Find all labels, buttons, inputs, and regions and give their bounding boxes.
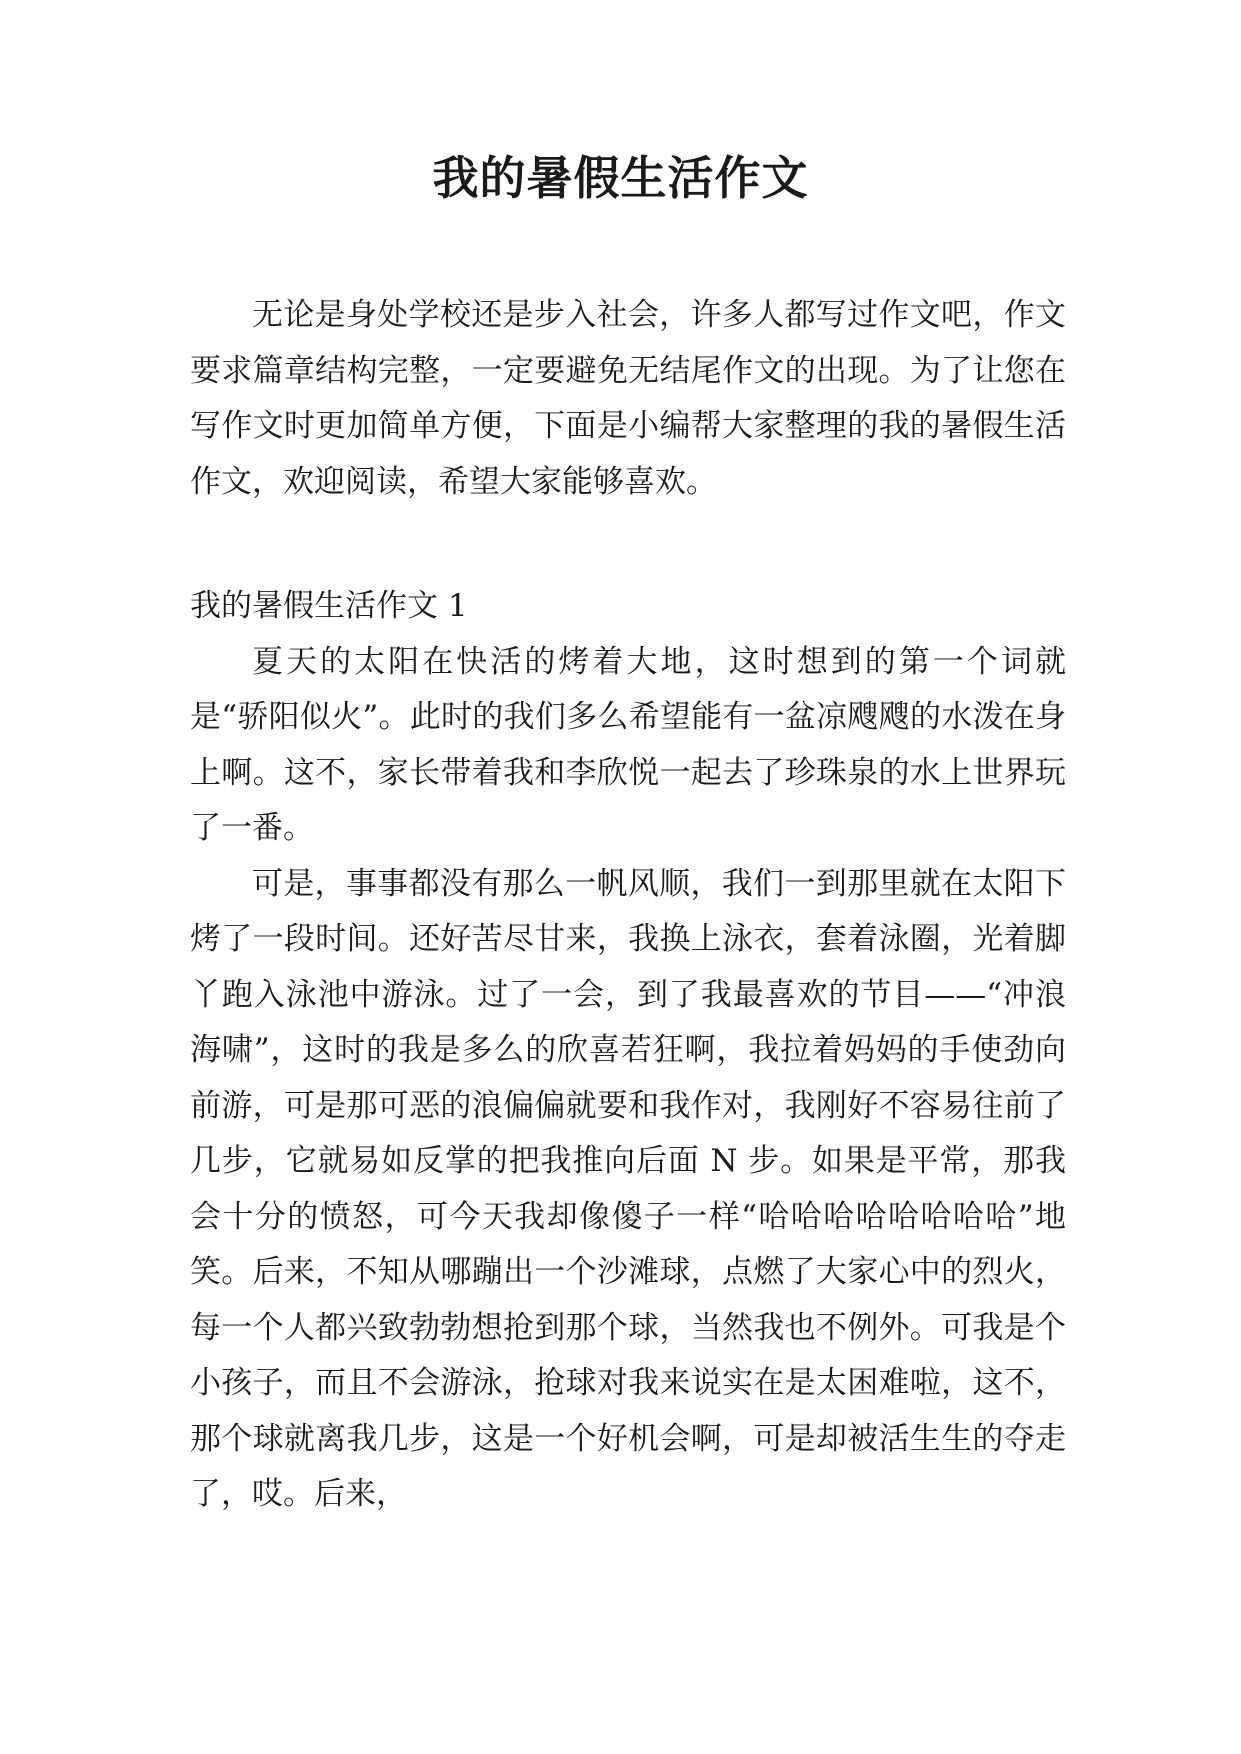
document-title: 我的暑假生活作文: [432, 151, 809, 205]
essay-paragraph: 夏天的太阳在快活的烤着大地，这时想到的第一个词就是“骄阳似火”。此时的我们多么希望能有一盆凉飕飕的水泼在身上啊。这不，家长带着我和李欣悦一起去了珍珠泉的水上世界玩了一番。: [190, 643, 1066, 846]
intro-paragraph: 无论是身处学校还是步入社会，许多人都写过作文吧，作文要求篇章结构完整，一定要避免无结尾作文的出现。为了让您在写作文时更加简单方便，下面是小编帮大家整理的我的暑假生活作文，欢迎阅读，希望大家能够喜欢。: [190, 297, 1066, 500]
essay-section: [190, 579, 1066, 1523]
essay-paragraph: 可是，事事都没有那么一帆风顺，我们一到那里就在太阳下烤了一段时间。还好苦尽甘来，我换上泳衣，套着泳圈，光着脚丫跑入泳池中游泳。过了一会，到了我最喜欢的节目——“冲浪海啸”，这时的我是多么的欣喜若狂啊，我拉着妈妈的手使劲向前游，可是那可恶的浪偏偏就要和我作对，我刚好不容易往前了几步，它就易如反掌的把我推向后面 N 步。如果是平常，那我会十分的愤怒，可今天我却像傻子一样“哈哈哈哈哈哈哈哈”地笑。后来，不知从哪蹦出一个沙滩球，点燃了大家心中的烈火，每一个人都兴致勃勃想抢到那个球，当然我也不例外。可我是个小孩子，而且不会游泳，抢球对我来说实在是太困难啦，这不，那个球就离我几步，这是一个好机会啊，可是却被活生生的夺走了，哎。后来，: [190, 865, 1066, 1512]
intro-section: [190, 288, 1066, 510]
section-title: 我的暑假生活作文 1: [190, 588, 468, 624]
